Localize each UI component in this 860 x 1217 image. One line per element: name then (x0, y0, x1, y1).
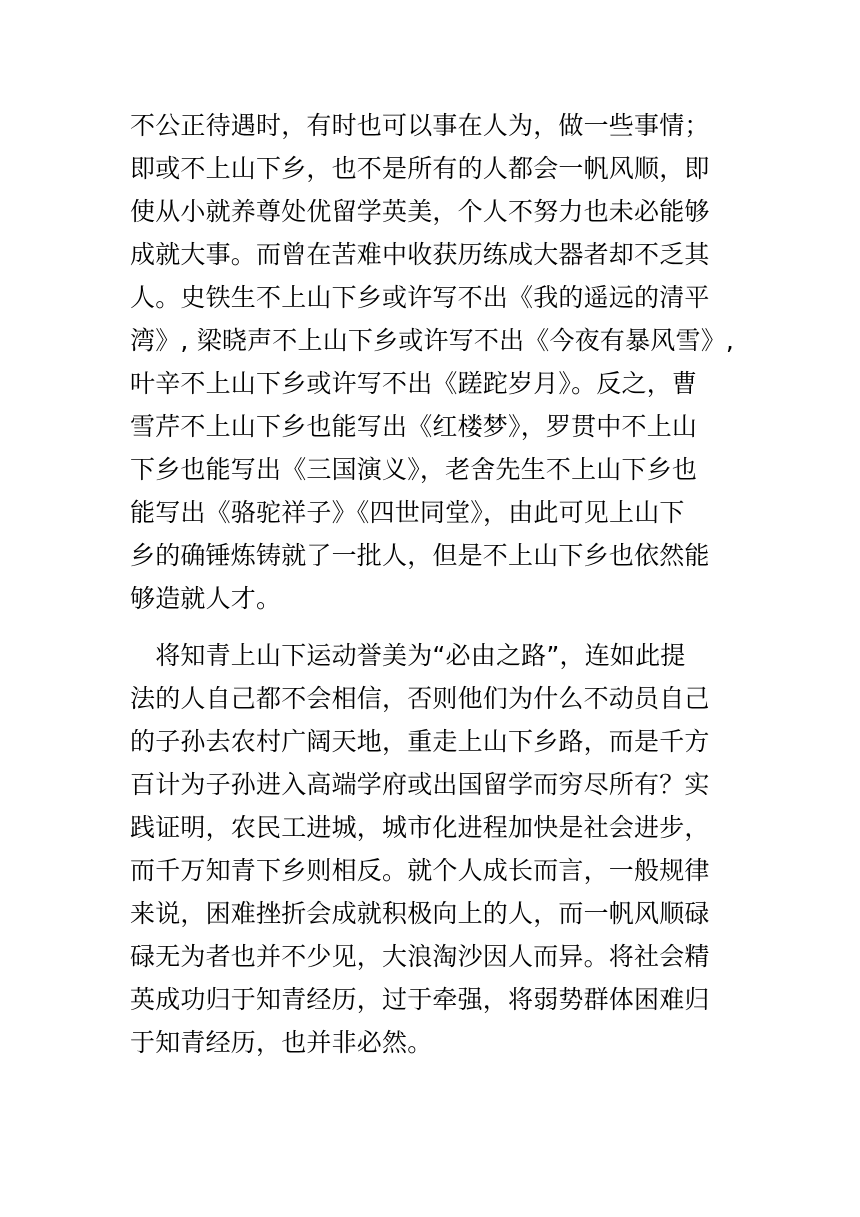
paragraph-2 (130, 634, 734, 1064)
text-line: 乡的确锤炼铸就了一批人，但是不上山下乡也依然能 (130, 541, 710, 570)
text-line: 不公正待遇时，有时也可以事在人为，做一些事情； (130, 111, 710, 140)
text-line: 于知青经历，也并非必然。 (130, 1028, 433, 1057)
text-line: 而千万知青下乡则相反。就个人成长而言，一般规律 (130, 856, 710, 885)
text-line: 雪芹不上山下乡也能写出《红楼梦》，罗贯中不上山 (130, 412, 698, 441)
text-line: 成就大事。而曾在苦难中收获历练成大器者却不乏其 (130, 240, 710, 269)
text-line: 叶辛不上山下乡或许写不出《蹉跎岁月》。反之，曹 (130, 369, 698, 398)
body-text (130, 104, 734, 1064)
text-line: 的子孙去农村广阔天地，重走上山下乡路，而是千方 (130, 727, 710, 756)
text-line: 即或不上山下乡，也不是所有的人都会一帆风顺，即 (130, 154, 710, 183)
text-line: 践证明，农民工进城，城市化进程加快是社会进步， (130, 813, 710, 842)
text-line: 下乡也能写出《三国演义》，老舍先生不上山下乡也 (130, 455, 698, 484)
text-line: 能写出《骆驼祥子》《四世同堂》，由此可见上山下 (130, 498, 685, 527)
text-line: 够造就人才。 (130, 584, 282, 613)
text-line: 法的人自己都不会相信，否则他们为什么不动员自己 (130, 684, 710, 713)
text-line: 湾》, 梁晓声不上山下乡或许写不出《今夜有暴风雪》, (130, 326, 735, 355)
paragraph-1 (130, 104, 734, 620)
text-line: 百计为子孙进入高端学府或出国留学而穷尽所有？实 (130, 770, 710, 799)
text-line: 来说，困难挫折会成就积极向上的人，而一帆风顺碌 (130, 899, 710, 928)
text-line: 碌无为者也并不少见，大浪淘沙因人而异。将社会精 (130, 942, 710, 971)
text-line: 人。史铁生不上山下乡或许写不出《我的遥远的清平 (130, 283, 710, 312)
text-line: 将知青上山下运动誉美为“必由之路”，连如此提 (130, 641, 686, 670)
paragraph-spacer (130, 620, 734, 634)
text-line: 使从小就养尊处优留学英美，个人不努力也未必能够 (130, 197, 710, 226)
text-line: 英成功归于知青经历，过于牵强，将弱势群体困难归 (130, 985, 710, 1014)
